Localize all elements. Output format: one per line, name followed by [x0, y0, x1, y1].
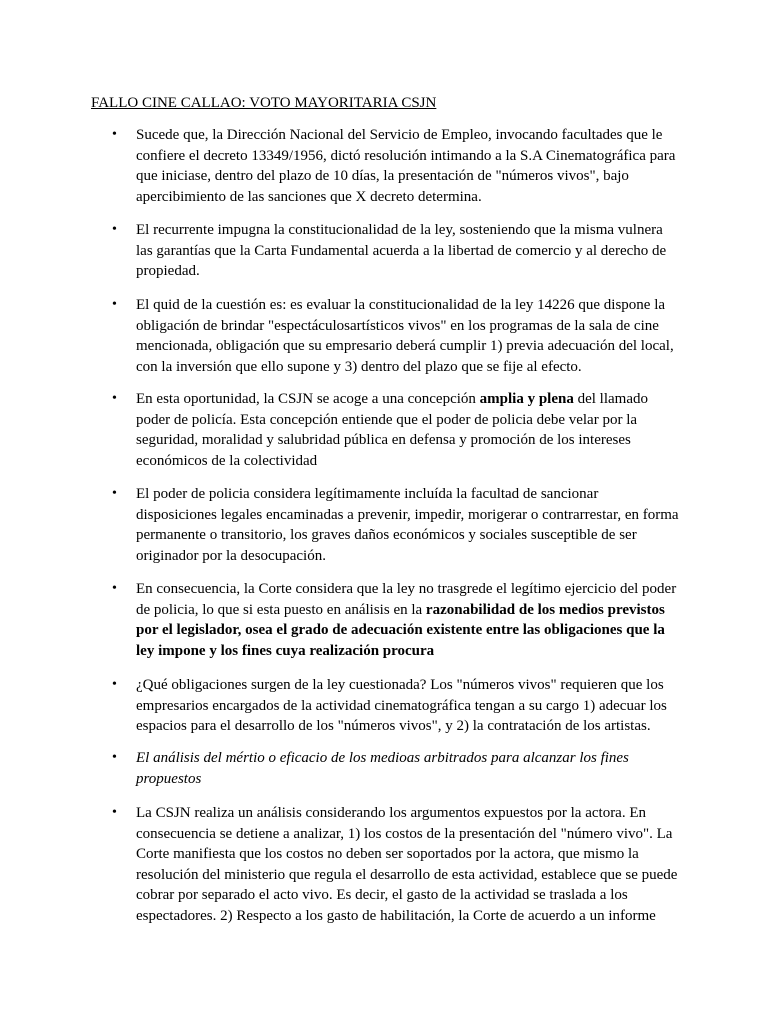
list-item-text [136, 803, 681, 927]
bullet-icon: • [112, 677, 117, 692]
list-item [112, 803, 681, 927]
body-text: del llamado poder de policía. Esta concepción entiende que el poder de policia debe velar por la seguridad, moralidad y salubridad pública en defensa y promoción de los intereses económicos de la colectividad [136, 391, 648, 469]
bullet-icon: • [112, 581, 117, 596]
list-item [112, 675, 681, 737]
list-item [112, 579, 681, 661]
body-text: El quid de la cuestión es: es evaluar la constitucionalidad de la ley 14226 que dispone la obligación de brindar "espectáculosartísticos vivos" en los programas de la sala de cine mencionada, obligación que su empresario deberá cumplir 1) previa adecuación del local, con la inversión que ello supone y 3) dentro del plazo que se fije al efecto. [136, 297, 674, 375]
list-item-text [136, 295, 681, 377]
bullet-icon: • [112, 297, 117, 312]
list-item [112, 125, 681, 207]
emphasis-text: amplia y plena [479, 391, 574, 407]
list-item-text [136, 675, 681, 737]
body-text: El recurrente impugna la constitucionalidad de la ley, sosteniendo que la misma vulnera las garantías que la Carta Fundamental acuerda a la libertad de comercio y al derecho de propiedad. [136, 222, 667, 280]
list-item-text [136, 484, 681, 566]
document-title: FALLO CINE CALLAO: VOTO MAYORITARIA CSJN [91, 95, 437, 111]
list-item-text [136, 220, 681, 282]
list-item [112, 220, 681, 282]
body-text: El poder de policia considera legítimamente incluída la facultad de sancionar disposiciones legales encaminadas a prevenir, impedir, morigerar o contrarrestar, en forma permanente o transitorio, los graves daños económicos y sociales susceptible de ser originador por la desocupación. [136, 486, 679, 564]
body-text: En esta oportunidad, la CSJN se acoge a una concepción [136, 391, 480, 407]
emphasis-text: razonabilidad de los medios previstos por el legislador, osea el grado de adecuación existente entre las obligaciones que la ley impone y los fines cuya realización procura [136, 601, 665, 659]
list-item [112, 484, 681, 566]
body-text: ¿Qué obligaciones surgen de la ley cuestionada? Los "números vivos" requieren que los empresarios encargados de la actividad cinematográfica tengan a su cargo 1) adecuar los espacios para el desarrollo de los "números vivos", y 2) la contratación de los artistas. [136, 677, 667, 735]
body-text: Sucede que, la Dirección Nacional del Servicio de Empleo, invocando facultades que le confiere el decreto 13349/1956, dictó resolución intimando a la S.A Cinematográfica para que iniciase, dentro del plazo de 10 días, la presentación de "números vivos", bajo apercibimiento de las sanciones que X decreto determina. [136, 127, 676, 205]
list-item-text [136, 579, 681, 661]
list-item-text [136, 389, 681, 471]
body-text: El análisis del mértio o eficacio de los medioas arbitrados para alcanzar los fines propuestos [136, 750, 629, 787]
list-item [112, 748, 681, 789]
bullet-icon: • [112, 750, 117, 765]
list-item-text [136, 748, 681, 789]
list-item-text [136, 125, 681, 207]
bullet-icon: • [112, 127, 117, 142]
list-item [112, 389, 681, 471]
bullet-icon: • [112, 805, 117, 820]
bullet-icon: • [112, 486, 117, 501]
bullet-icon: • [112, 222, 117, 237]
body-text: En consecuencia, la Corte considera que la ley no trasgrede el legítimo ejercicio del poder de policia, lo que si esta puesto en análisis en la [136, 581, 677, 618]
bullet-icon: • [112, 391, 117, 406]
list-item [112, 295, 681, 377]
body-text: La CSJN realiza un análisis considerando los argumentos expuestos por la actora. En consecuencia se detiene a analizar, 1) los costos de la presentación del "número vivo". La Corte manifiesta que los costos no deben ser soportados por la actora, que mismo la resolución del ministerio que regula el desarrollo de esta actividad, establece que se puede cobrar por separado el acto vivo. Es decir, el gasto de la actividad se traslada a los espectadores. 2) Respecto a los gasto de habilitación, la Corte de acuerdo a un informe [136, 805, 678, 924]
